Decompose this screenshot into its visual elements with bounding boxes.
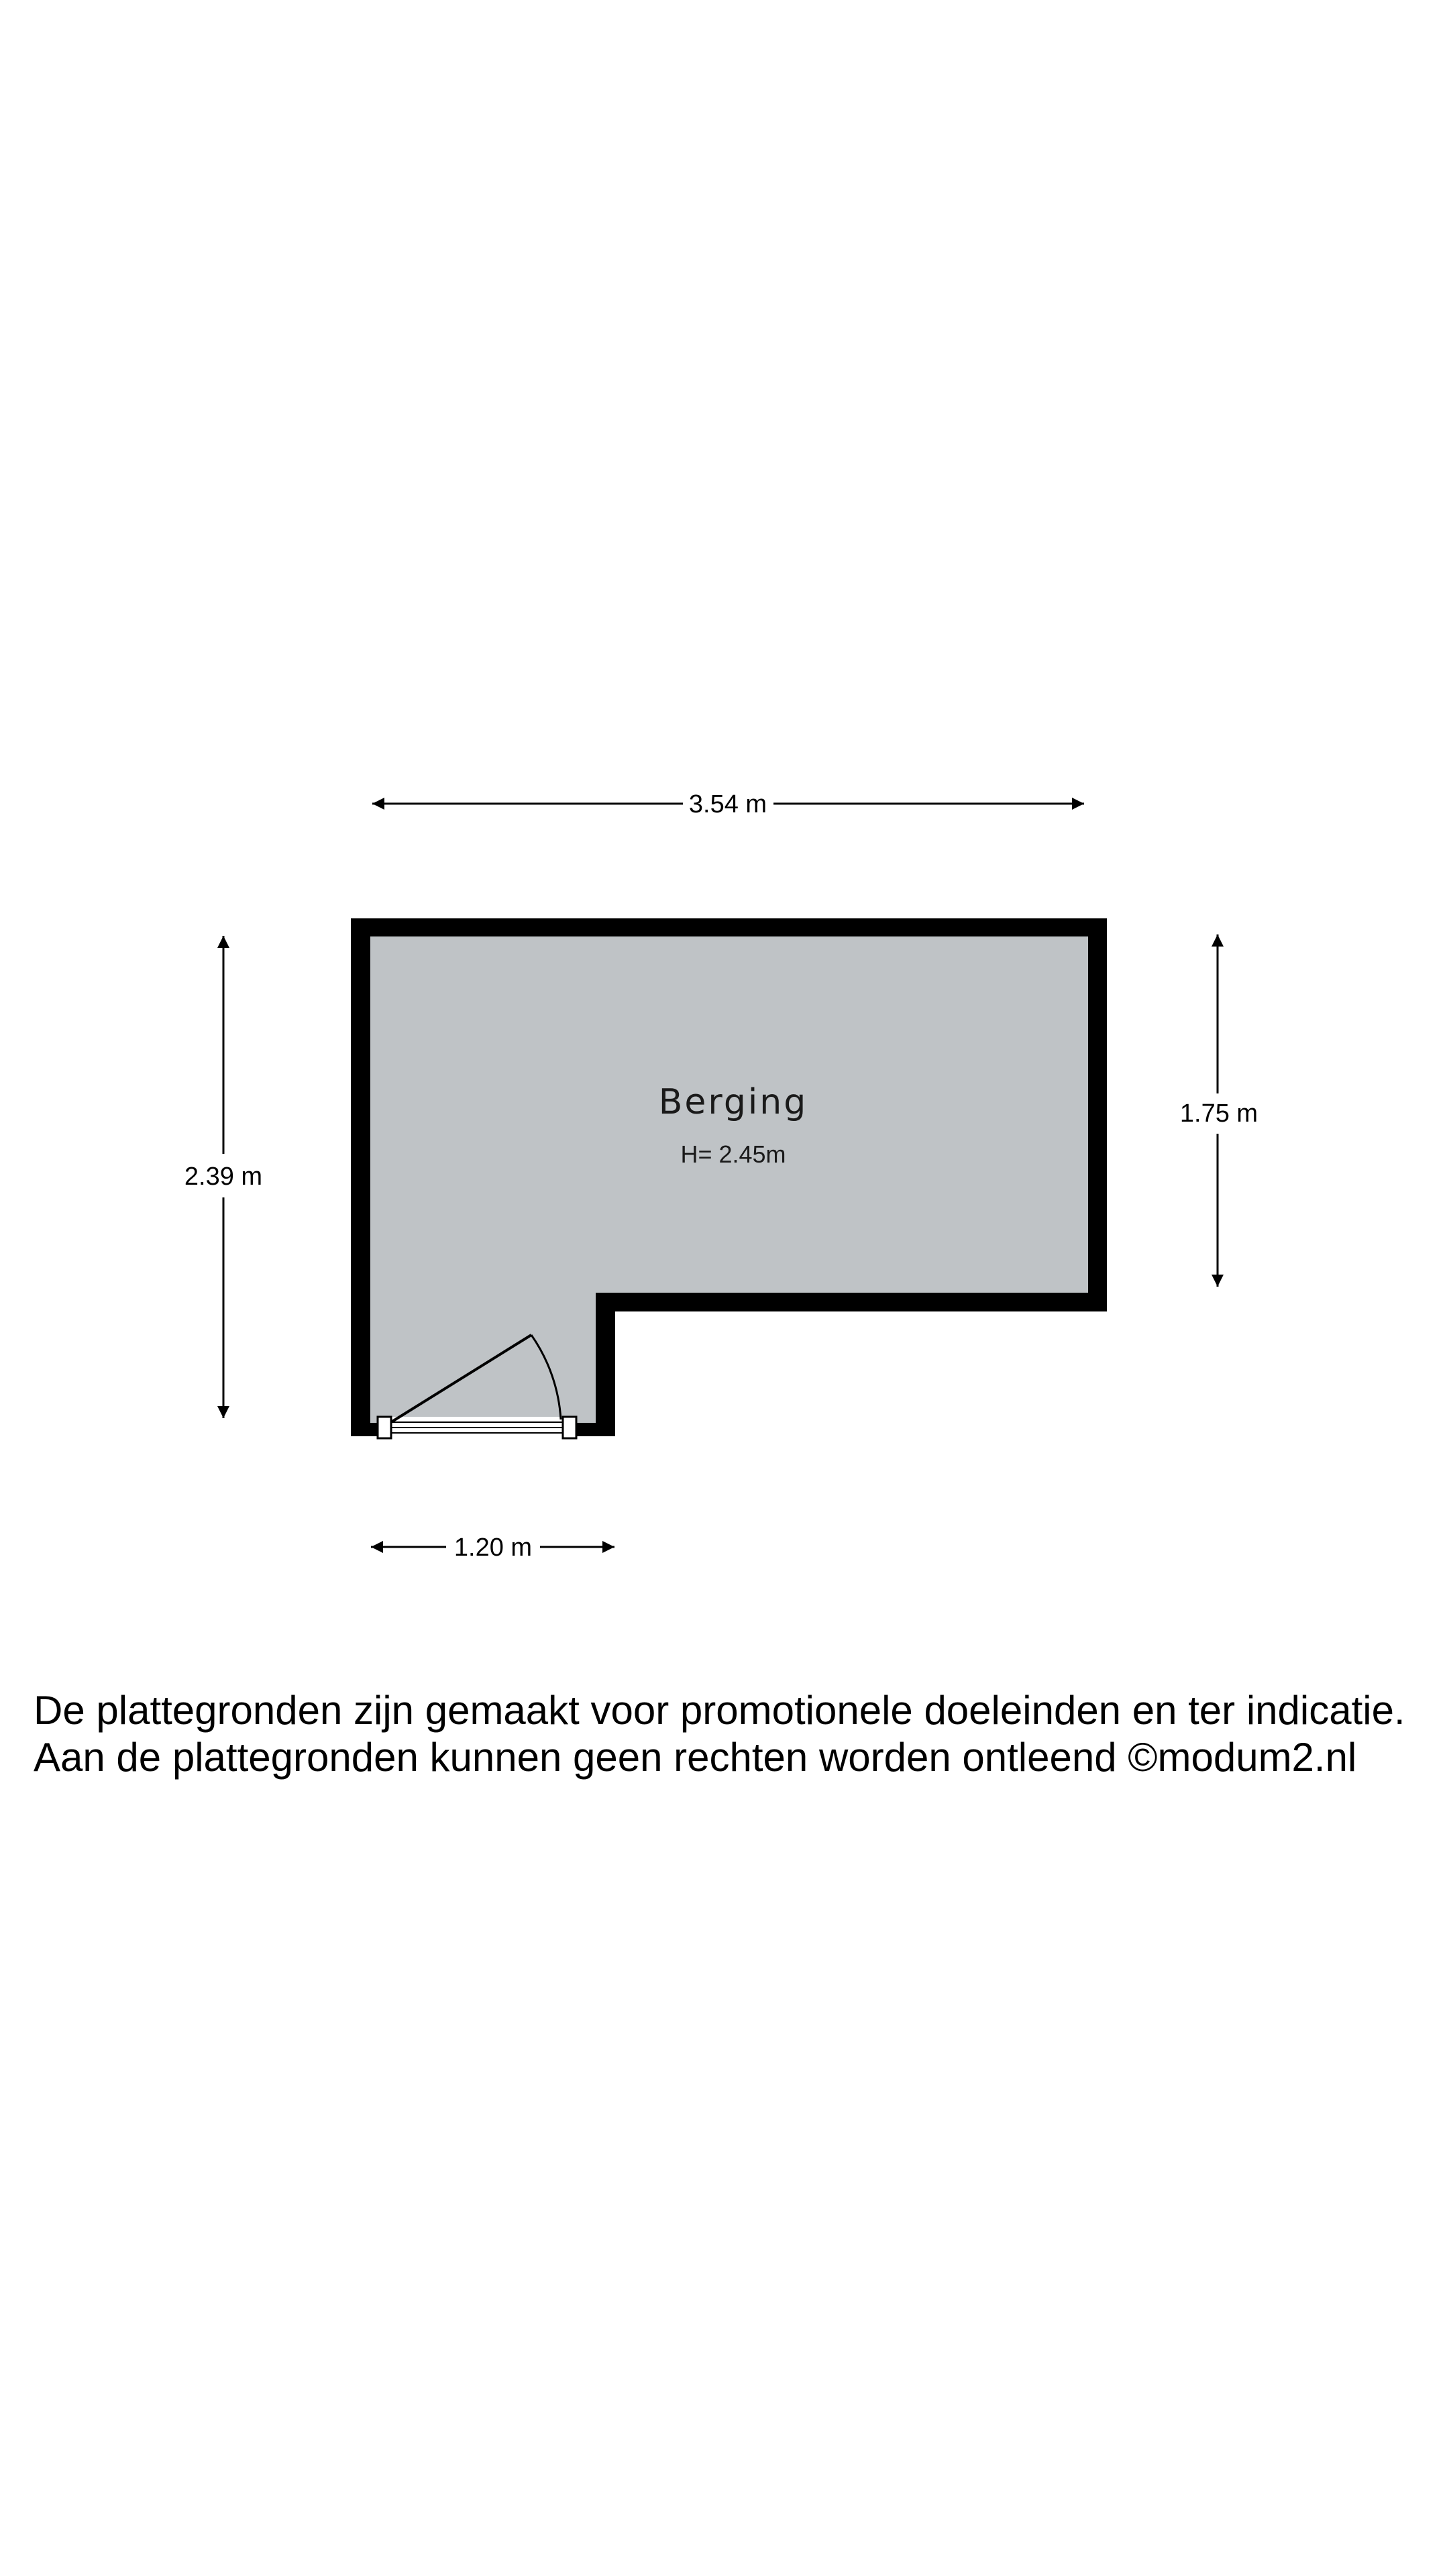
room-floor-fill	[370, 936, 1088, 1423]
dimension-total-depth	[184, 936, 262, 1418]
dimension-label-total-depth: 2.39 m	[184, 1163, 263, 1191]
disclaimer-line-2: Aan de plattegronden kunnen geen rechten worden ontleend ©modum2.nl	[34, 1735, 1357, 1780]
disclaimer-line-1: De plattegronden zijn gemaakt voor promotionele doeleinden en ter indicatie.	[34, 1688, 1405, 1733]
door-jamb-left	[378, 1417, 391, 1438]
room-berging	[351, 918, 1107, 1438]
dimension-total-width	[372, 790, 1084, 818]
dimension-right-depth	[1180, 934, 1258, 1287]
dimension-label-right-depth: 1.75 m	[1179, 1099, 1258, 1128]
door-jamb-right	[563, 1417, 576, 1438]
dimension-door-width	[371, 1534, 614, 1562]
disclaimer	[34, 1687, 1429, 1781]
room-name: Berging	[658, 1082, 808, 1122]
dimension-label-door-width: 1.20 m	[453, 1534, 533, 1562]
room-height: H= 2.45m	[680, 1140, 786, 1168]
dimension-label-total-width: 3.54 m	[688, 790, 767, 818]
